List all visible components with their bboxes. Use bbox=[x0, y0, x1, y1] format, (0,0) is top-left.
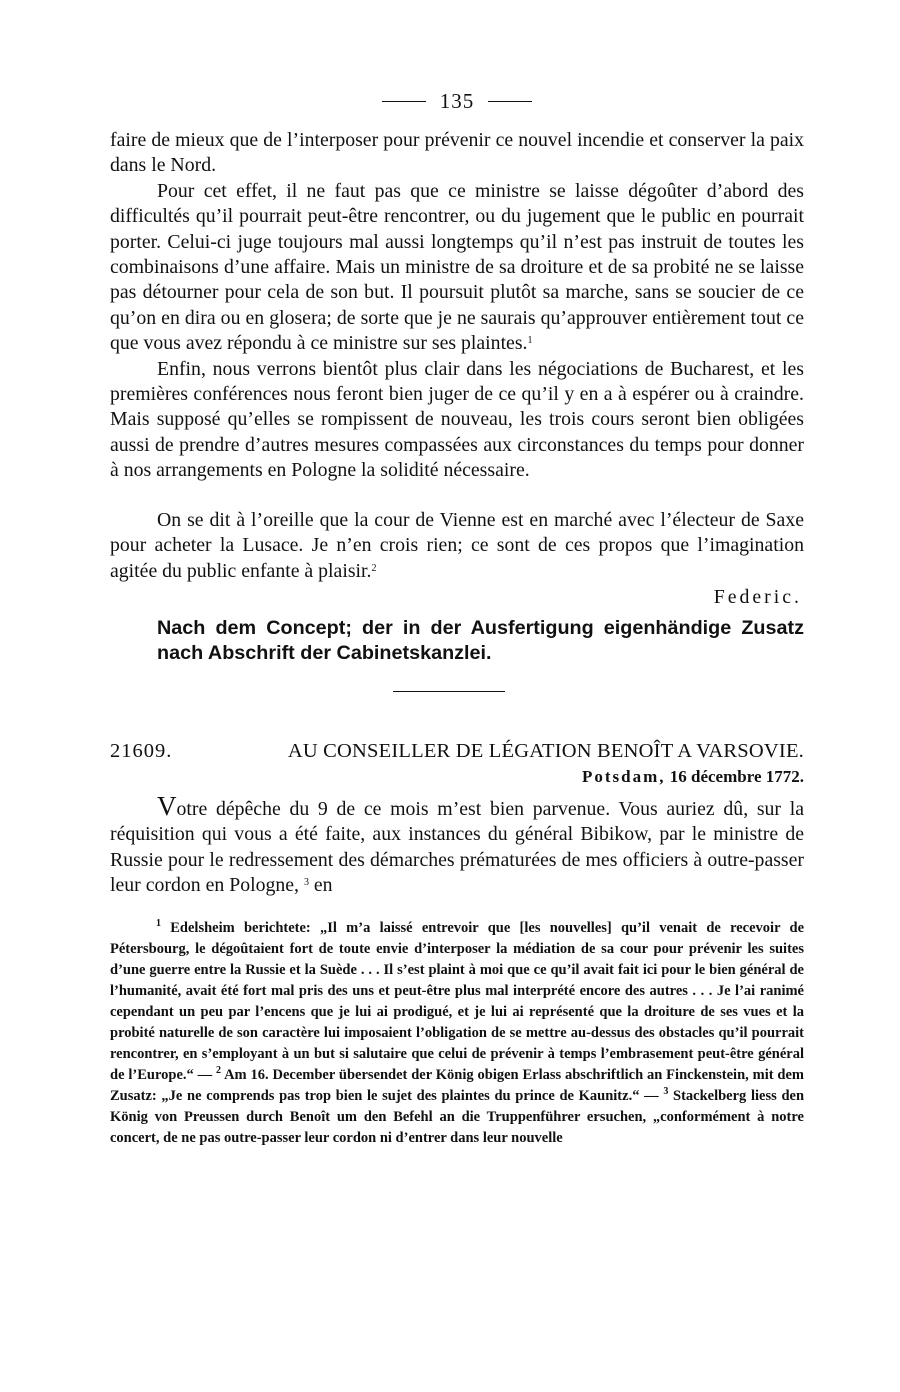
footnote-mark: 1 bbox=[156, 918, 161, 930]
footnote-mark: 3 bbox=[303, 876, 309, 888]
footnote bbox=[110, 918, 804, 1149]
letter-body bbox=[110, 790, 804, 899]
footnote-mark: 1 bbox=[527, 335, 533, 347]
header-rule-left bbox=[382, 101, 426, 102]
signature: Federic. bbox=[713, 585, 802, 608]
letter-continuation bbox=[110, 128, 804, 667]
letter-date: 16 décembre 1772. bbox=[669, 766, 804, 786]
paragraph bbox=[110, 790, 804, 899]
paragraph: faire de mieux que de l’interposer pour prévenir ce nouvel incendie et conserver la paix dans le Nord. bbox=[110, 129, 804, 177]
postscript bbox=[110, 508, 804, 584]
page-header bbox=[110, 86, 804, 116]
section-divider bbox=[393, 691, 505, 692]
source-note: Nach dem Concept; der in der Ausfertigung eigenhändige Zusatz nach Abschrift der Cabinetskanzlei. bbox=[157, 616, 804, 665]
footnote-mark: 3 bbox=[663, 1086, 669, 1098]
page-number: 135 bbox=[439, 88, 475, 113]
paragraph: Enfin, nous verrons bientôt plus clair dans les négociations de Bucharest, et les premières conférences nous feront bien juger de ce qu’il y en a à espérer ou à craindre. Mais supposé qu’elles se rompissent de nouveau, les trois cours seront bien obligées aussi de prendre d’autres mesures compassées aux circonstances du temps pour donner à nos arrangements en Pologne la solidité nécessaire. bbox=[110, 357, 804, 482]
initial-letter: V bbox=[157, 790, 177, 821]
header-rule-right bbox=[488, 101, 532, 102]
dateline bbox=[110, 766, 804, 788]
footnote-text: Stackelberg liess den König von Preussen durch Benoît um den Befehl an die Truppenführer ersuchen, „conformément à notre concert, de ne pas outre-passer leur cordon ni d’entrer dans leur nouvelle bbox=[110, 1088, 805, 1147]
footnote-mark: 2 bbox=[216, 1065, 221, 1077]
letter-number: 21609. bbox=[110, 739, 173, 762]
footnotes bbox=[110, 918, 804, 1149]
paragraph-text: On se dit à l’oreille que la cour de Vienne est en marché avec l’électeur de Saxe pour acheter la Lusace. Je n’en crois rien; ce sont de ces propos que l’imagination agitée du public enfante à plaisir. bbox=[110, 508, 804, 582]
paragraph-text: Pour cet effet, il ne faut pas que ce ministre se laisse dégoûter d’abord des difficultés qu’il pourrait peut-être rencontrer, ou du jugement que le public en pourrait porter. Celui-ci juge toujours mal aussi longtemps qu’il n’est pas instruit de toutes les combinaisons d’une affaire. Mais un ministre de sa droiture et de sa probité ne se laisse pas détourner pour cela de son but. Il poursuit plutôt sa marche, sans se soucier de ce qu’on en dira ou en glosera; de sorte que je ne saurais qu’approuver entièrement tout ce que vous avez répondu à ce ministre sur ses plaintes. bbox=[110, 179, 804, 355]
paragraph bbox=[110, 179, 804, 357]
letter-place: Potsdam, bbox=[581, 766, 666, 786]
letter-title: AU CONSEILLER DE LÉGATION BENOÎT A VARSOVIE. bbox=[287, 739, 804, 762]
footnote-mark: 2 bbox=[371, 562, 377, 574]
footnote-text: Am 16. December übersendet der König obigen Erlass abschriftlich an Finckenstein, mit dem Zusatz: „Je ne comprends pas trop bien le sujet des plaintes du prince de Kaunitz.“ — bbox=[110, 1067, 804, 1105]
letter-heading bbox=[110, 738, 804, 764]
paragraph-text: en bbox=[313, 873, 333, 896]
footnote-text: Edelsheim berichtete: „Il m’a laissé entrevoir que [les nouvelles] qu’il venait de recevoir de Pétersbourg, le dégoûtaient fort de toute envie d’interposer la médiation de sa cour pour prévenir les suites d’une guerre entre la Russie et la Suède . . . Il s’est plaint à moi que ce qu’il avait fait ici pour le bien général de l’humanité, avait été fort mal pris des uns et peut-être plus mal interprété encore des autres . . . Je l’ai ranimé cependant un peu par l’encens que je lui ai prodigué, et je lui ai représenté que la droiture de ses vues et la probité naturelle de son caractère lui imposaient l’obligation de se mettre au-dessus des obstacles qu’il pourrait rencontrer, en s’employant à un but si salutaire que celui de prévenir à temps l’embrasement peut-être général de l’Europe.“ — bbox=[110, 920, 805, 1084]
paragraph-text: otre dépêche du 9 de ce mois m’est bien parvenue. Vous auriez dû, sur la réquisition qui vous a été faite, aux instances du général Bibikow, par le ministre de Russie pour le redressement des démarches prématurées de mes officiers à outre-passer leur cordon en Pologne, bbox=[110, 797, 804, 896]
